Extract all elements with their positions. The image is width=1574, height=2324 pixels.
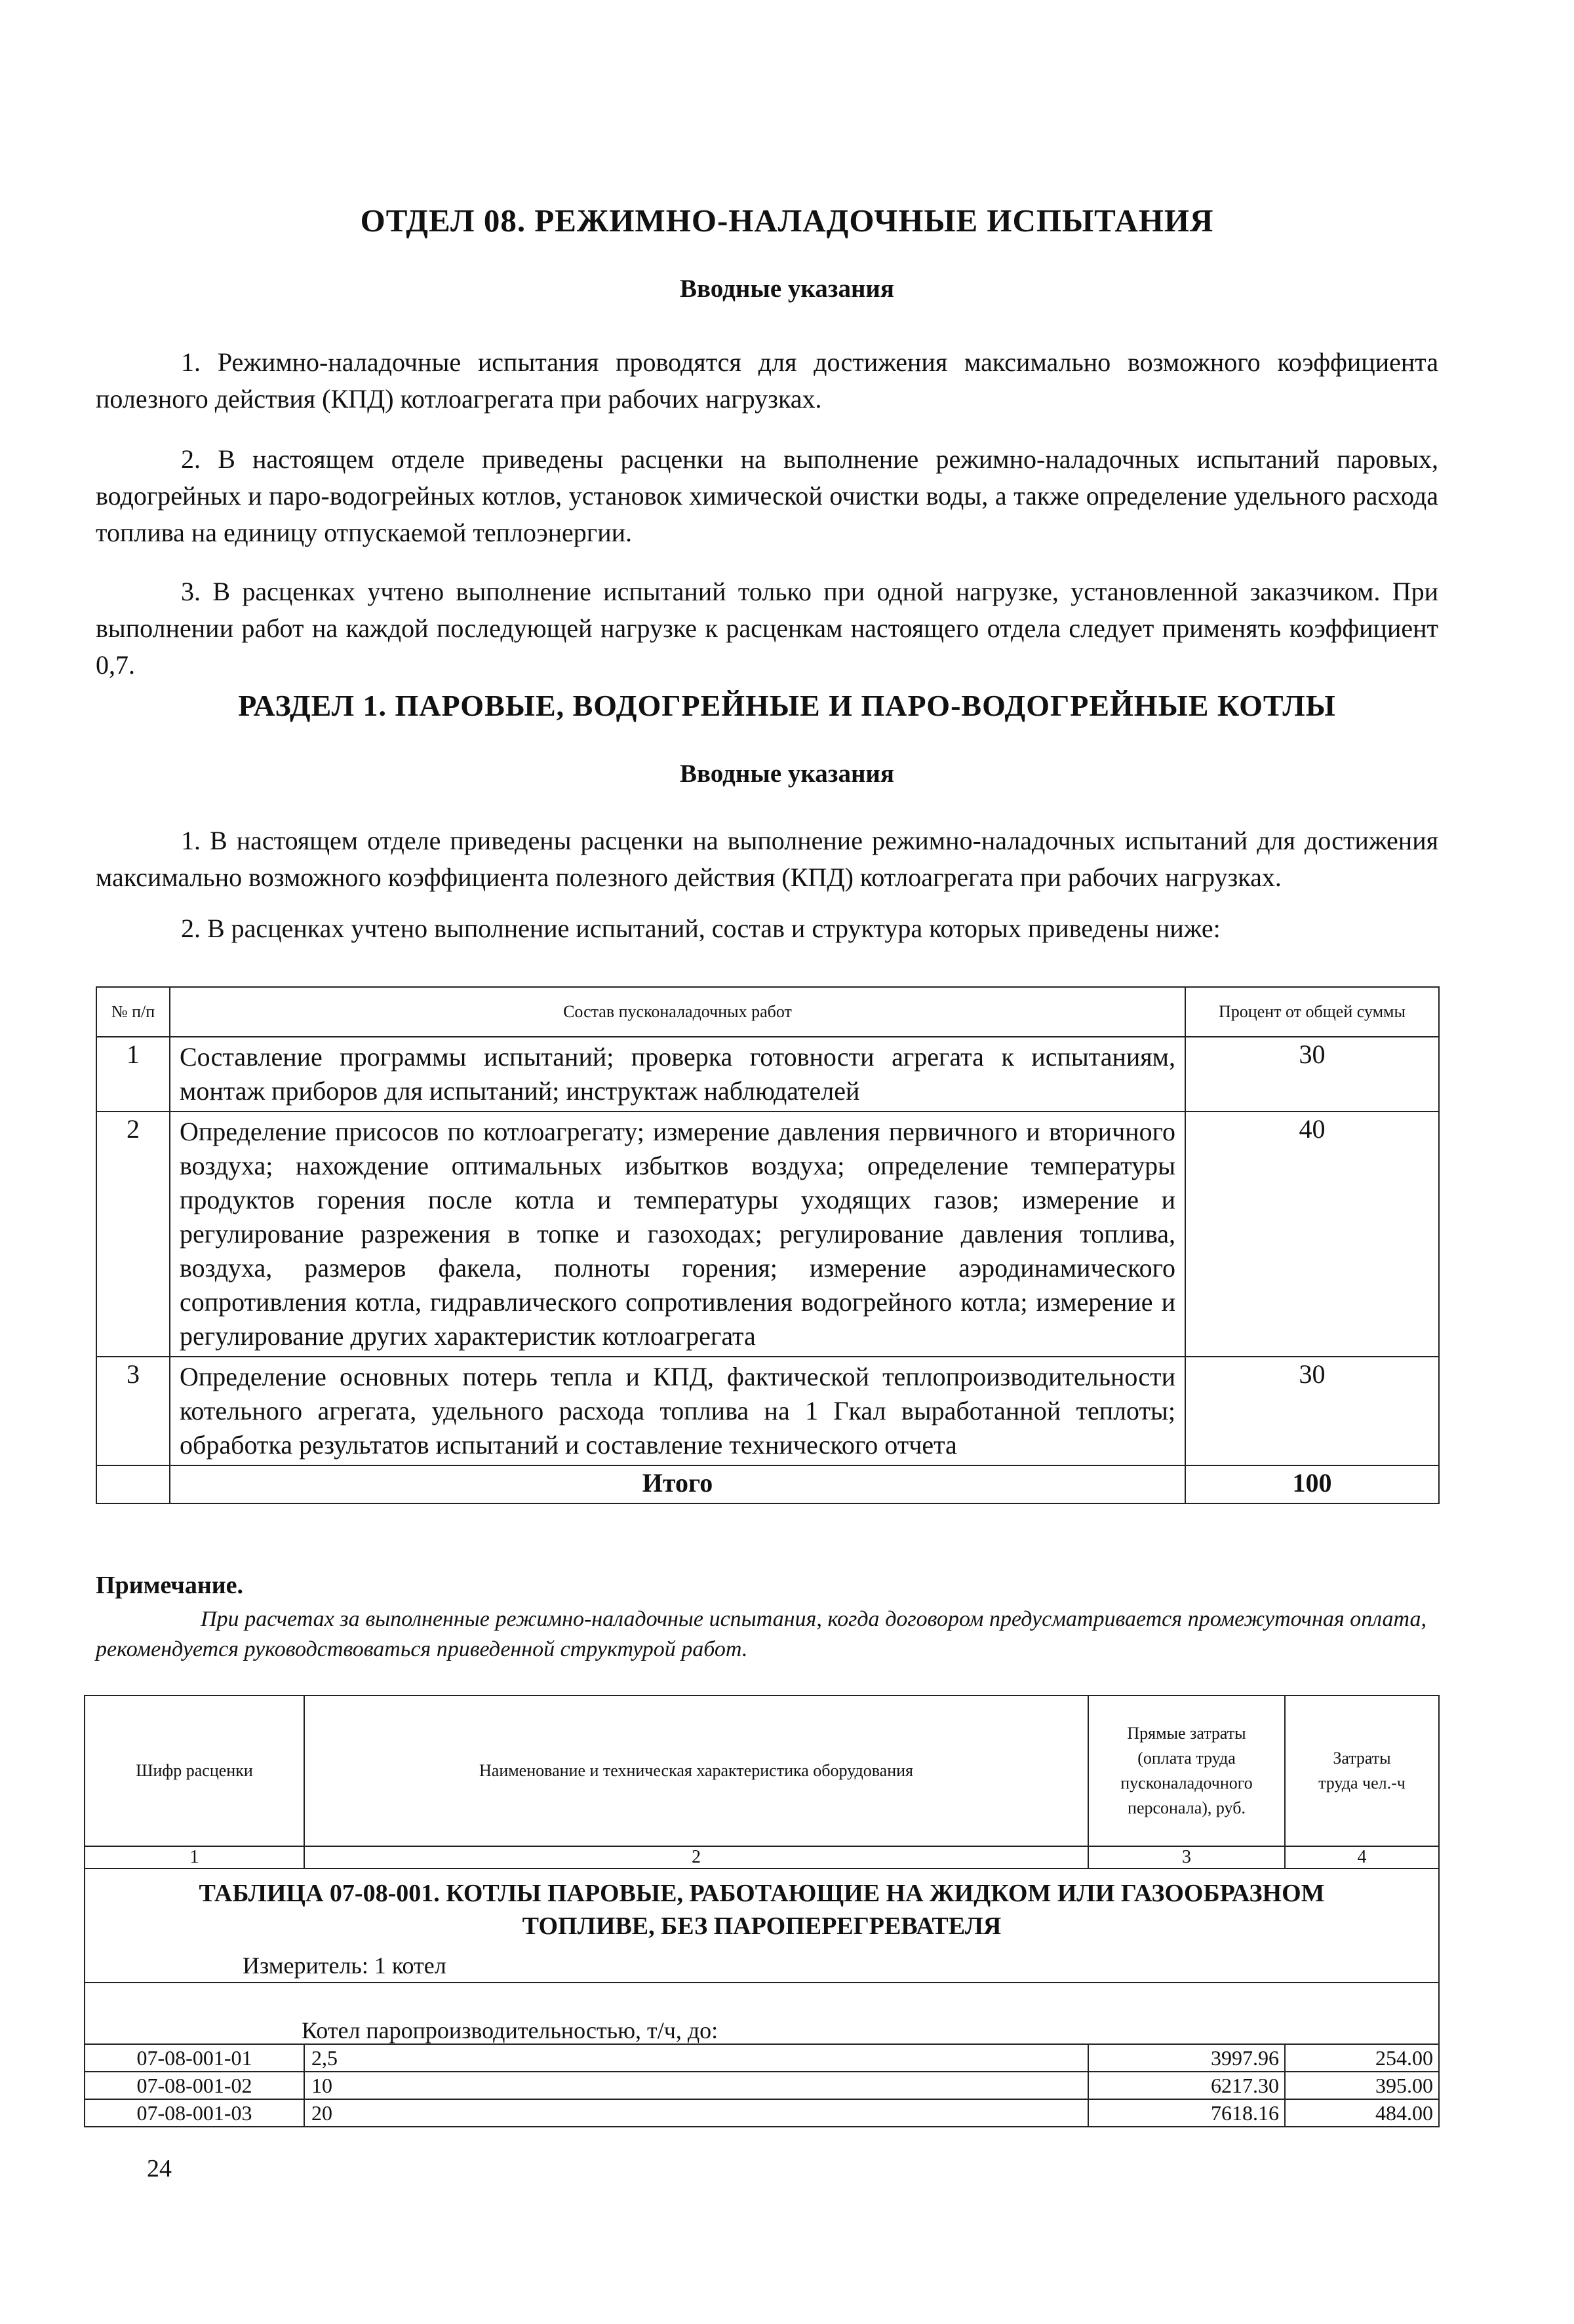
price-cost: 3997.96 xyxy=(1088,2044,1285,2072)
row-text: Определение присосов по котлоагрегату; измерение давления первичного и вторичного воздуха; нахождение оптимальных избытков воздуха; определение температуры продуктов горения после котла и температуры уходящих газов; измерение и регулирование разрежения в топке и газоходах; регулирование давления топлива, воздуха, размеров факела, полноты горения; измерение аэродинамического сопротивления котла, гидравлического сопротивления водогрейного котла; измерение и регулирование других характеристик котлоагрегата xyxy=(170,1112,1185,1357)
row-number: 3 xyxy=(96,1357,170,1465)
row-number: 2 xyxy=(96,1112,170,1357)
price-name: 20 xyxy=(304,2099,1088,2127)
total-empty-cell xyxy=(96,1465,170,1503)
column-number: 2 xyxy=(304,1846,1088,1869)
intro-heading-1: Вводные указания xyxy=(680,275,894,303)
table-title-line-2: ТОПЛИВЕ, БЕЗ ПАРОПЕРЕГРЕВАТЕЛЯ xyxy=(522,1912,1002,1940)
row-text: Определение основных потерь тепла и КПД, фактической теплопроизводительности котельного агрегата, удельного расхода топлива на 1 Гкал выработанной теплоты; обработка результатов испытаний и составление технического отчета xyxy=(170,1357,1185,1465)
row-text: Составление программы испытаний; проверка готовности агрегата к испытаниям, монтаж приборов для испытаний; инструктаж наблюдателей xyxy=(170,1037,1185,1112)
works-header-row xyxy=(96,987,1439,1037)
intro-block-2 xyxy=(96,823,1438,947)
price-header-cost: Прямые затраты (оплата труда пусконаладочного персонала), руб. xyxy=(1088,1695,1285,1846)
price-labor: 395.00 xyxy=(1285,2072,1439,2099)
page-number: 24 xyxy=(147,2155,172,2182)
price-header-name: Наименование и техническая характеристика оборудования xyxy=(304,1695,1088,1846)
price-header-code: Шифр расценки xyxy=(85,1695,304,1846)
column-number: 4 xyxy=(1285,1846,1439,1869)
table-row xyxy=(85,2099,1439,2127)
row-number: 1 xyxy=(96,1037,170,1112)
table-meter: Измеритель: 1 котел xyxy=(243,1952,446,1979)
price-labor: 254.00 xyxy=(1285,2044,1439,2072)
table-title-line-1: ТАБЛИЦА 07-08-001. КОТЛЫ ПАРОВЫЕ, РАБОТАЮЩИЕ НА ЖИДКОМ ИЛИ ГАЗООБРАЗНОМ xyxy=(199,1880,1325,1907)
row-percent: 30 xyxy=(1185,1037,1439,1112)
works-header-content: Состав пусконаладочных работ xyxy=(170,987,1185,1037)
table-title-cell xyxy=(85,1869,1439,1983)
price-labor: 484.00 xyxy=(1285,2099,1439,2127)
group-label: Котел паропроизводительностью, т/ч, до: xyxy=(85,1983,1439,2044)
intro-block-1 xyxy=(96,344,1438,684)
chapter-title: РАЗДЕЛ 1. ПАРОВЫЕ, ВОДОГРЕЙНЫЕ И ПАРО-ВОДОГРЕЙНЫЕ КОТЛЫ xyxy=(238,689,1336,722)
column-number: 1 xyxy=(85,1846,304,1869)
table-row xyxy=(85,2044,1439,2072)
total-value: 100 xyxy=(1185,1465,1439,1503)
price-header-row xyxy=(85,1695,1439,1846)
row-percent: 40 xyxy=(1185,1112,1439,1357)
price-name: 10 xyxy=(304,2072,1088,2099)
note-text: При расчетах за выполненные режимно-наладочные испытания, когда договором предусматривается промежуточная оплата, рекомендуется руководствоваться приведенной структурой работ. xyxy=(96,1607,1426,1661)
works-header-percent: Процент от общей суммы xyxy=(1185,987,1439,1037)
price-code: 07-08-001-01 xyxy=(85,2044,304,2072)
intro-paragraph-2: 2. В настоящем отделе приведены расценки на выполнение режимно-наладочных испытаний паровых, водогрейных и паро-водогрейных котлов, установок химической очистки воды, а также определение удельного расхода топлива на единицу отпускаемой теплоэнергии. xyxy=(96,444,1438,547)
total-row xyxy=(96,1465,1439,1503)
price-table xyxy=(84,1695,1440,2127)
table-title-row xyxy=(85,1869,1439,1983)
intro-heading-2: Вводные указания xyxy=(680,760,894,788)
table-row xyxy=(85,2072,1439,2099)
intro-paragraph-3: 3. В расценках учтено выполнение испытаний только при одной нагрузке, установленной заказчиком. При выполнении работ на каждой последующей нагрузке к расценкам настоящего отдела следует применять коэффициент 0,7. xyxy=(96,577,1438,680)
price-code: 07-08-001-03 xyxy=(85,2099,304,2127)
intro2-paragraph-1: 1. В настоящем отделе приведены расценки на выполнение режимно-наладочных испытаний для достижения максимально возможного коэффициента полезного действия (КПД) котлоагрегата при рабочих нагрузках. xyxy=(96,826,1438,892)
table-row xyxy=(96,1037,1439,1112)
section-title: ОТДЕЛ 08. РЕЖИМНО-НАЛАДОЧНЫЕ ИСПЫТАНИЯ xyxy=(360,203,1214,239)
price-code: 07-08-001-02 xyxy=(85,2072,304,2099)
row-percent: 30 xyxy=(1185,1357,1439,1465)
price-name: 2,5 xyxy=(304,2044,1088,2072)
note-title: Примечание. xyxy=(96,1572,243,1599)
works-header-num: № п/п xyxy=(96,987,170,1037)
works-table xyxy=(96,986,1440,1504)
table-row xyxy=(96,1357,1439,1465)
table-row xyxy=(96,1112,1439,1357)
column-number: 3 xyxy=(1088,1846,1285,1869)
intro-paragraph-1: 1. Режимно-наладочные испытания проводятся для достижения максимально возможного коэффициента полезного действия (КПД) котлоагрегата при рабочих нагрузках. xyxy=(96,347,1438,414)
total-label: Итого xyxy=(170,1465,1185,1503)
group-row xyxy=(85,1983,1439,2044)
price-cost: 7618.16 xyxy=(1088,2099,1285,2127)
intro2-paragraph-2: 2. В расценках учтено выполнение испытаний, состав и структура которых приведены ниже: xyxy=(181,914,1221,943)
column-number-row xyxy=(85,1846,1439,1869)
price-header-labor: Затраты труда чел.-ч xyxy=(1285,1695,1439,1846)
price-cost: 6217.30 xyxy=(1088,2072,1285,2099)
